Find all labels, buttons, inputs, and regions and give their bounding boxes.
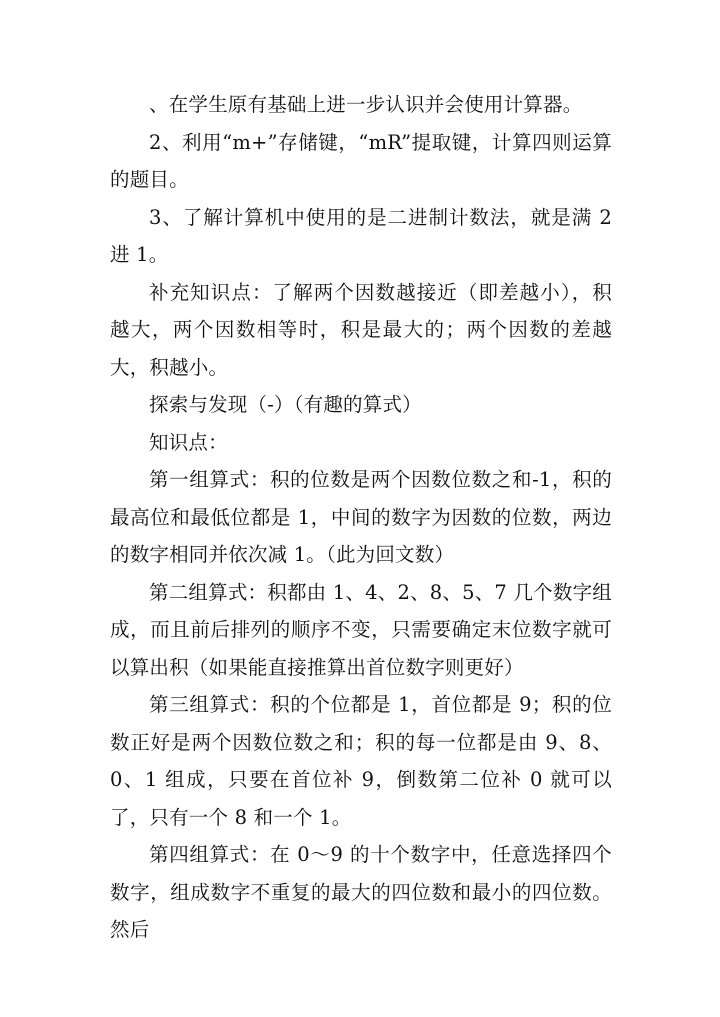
document-page xyxy=(110,86,619,949)
knowledge-points-label: 知识点： xyxy=(149,430,228,454)
paragraph-group-two: 第二组算式：积都由 1、4、2、8、5、7 几个数字组成，而且前后排列的顺序不变，只需要确定末位数字就可以算出积（如果能直接推算出首位数字则更好） xyxy=(110,580,612,679)
paragraph-group-three: 第三组算式：积的个位都是 1，首位都是 9；积的位数正好是两个因数位数之和；积的每一位都是由 9、8、0、1 组成，只要在首位补 9，倒数第二位补 0 就可以了，只有一个 8 和一个 1。 xyxy=(110,693,612,829)
paragraph-supplement: 补充知识点：了解两个因数越接近（即差越小），积越大，两个因数相等时，积是最大的；两个因数的差越大，积越小。 xyxy=(110,280,612,379)
paragraph-memory-keys: 2、利用“m+”存储键，“mR”提取键，计算四则运算的题目。 xyxy=(110,130,612,191)
paragraph-calculator-intro: 、在学生原有基础上进一步认识并会使用计算器。 xyxy=(149,93,583,116)
paragraph-group-one: 第一组算式：积的位数是两个因数位数之和-1，积的最高位和最低位都是 1，中间的数字为因数的位数，两边的数字相同并依次减 1。（此为回文数） xyxy=(110,468,612,566)
paragraph-group-four: 第四组算式：在 0～9 的十个数字中，任意选择四个数字，组成数字不重复的最大的四位数和最小的四位数。然后 xyxy=(110,843,612,941)
section-heading-explore: 探索与发现（-）（有趣的算式） xyxy=(149,393,422,416)
paragraph-binary: 3、了解计算机中使用的是二进制计数法，就是满 2 进 1。 xyxy=(110,205,619,266)
